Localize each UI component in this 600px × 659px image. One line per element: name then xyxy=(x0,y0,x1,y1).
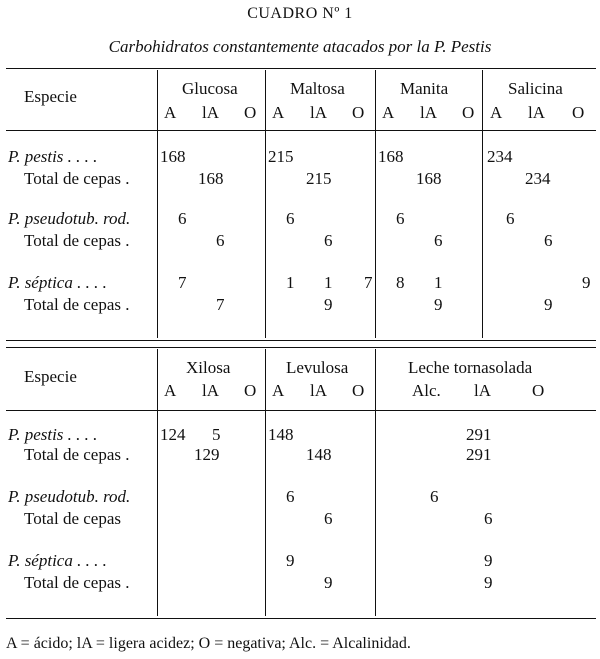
table2-group-levulosa: Levulosa xyxy=(286,358,349,377)
table2-cell: 6 xyxy=(430,487,439,506)
table1-row-label: P. séptica . . . . xyxy=(8,273,107,292)
table1-cell: 168 xyxy=(160,147,186,166)
table1-cell: 9 xyxy=(544,295,553,314)
table-subtitle: Carbohidratos constantemente atacados por la P. Pestis xyxy=(108,37,492,56)
table2-subcol-a: A xyxy=(164,381,177,400)
table2-subcol-la: lA xyxy=(474,381,491,400)
table2-cell: 9 xyxy=(484,551,493,570)
table1-row-label: Total de cepas . xyxy=(24,231,130,250)
table1-bottom-rule xyxy=(6,340,596,341)
table1-cell: 1 xyxy=(324,273,333,292)
table2-cell: 6 xyxy=(324,509,333,528)
table1-divider-3 xyxy=(375,70,376,338)
table1-cell: 7 xyxy=(178,273,187,292)
table1-cell: 9 xyxy=(324,295,333,314)
table1-cell: 234 xyxy=(487,147,513,166)
table2-cell: 5 xyxy=(212,425,221,444)
table1-species-header: Especie xyxy=(24,87,77,106)
table1-group-salicina: Salicina xyxy=(508,79,563,98)
table1-divider-4 xyxy=(482,70,483,338)
table1-cell: 6 xyxy=(216,231,225,250)
table2-subcol-la: lA xyxy=(310,381,327,400)
table1-subcol-la: lA xyxy=(420,103,437,122)
table1-cell: 6 xyxy=(506,209,515,228)
table2-cell: 291 xyxy=(466,445,492,464)
table2-group-xilosa: Xilosa xyxy=(186,358,231,377)
table2-row-label: Total de cepas xyxy=(24,509,121,528)
table2-subcol-o: O xyxy=(352,381,365,400)
table1-row-label: P. pestis . . . . xyxy=(8,147,98,166)
table1-subcol-a: A xyxy=(382,103,395,122)
table1-subcol-a: A xyxy=(490,103,503,122)
table2-cell: 9 xyxy=(286,551,295,570)
table2-group-leche: Leche tornasolada xyxy=(408,358,533,377)
table1-header-rule xyxy=(6,130,596,131)
table-title: CUADRO Nº 1 xyxy=(247,5,353,22)
table2-row-label: P. séptica . . . . xyxy=(8,551,107,570)
table1-subcol-a: A xyxy=(272,103,285,122)
table2-cell: 291 xyxy=(466,425,492,444)
table1-top-rule xyxy=(6,68,596,69)
table1-group-manita: Manita xyxy=(400,79,449,98)
table1-cell: 9 xyxy=(582,273,591,292)
table1-cell: 168 xyxy=(416,169,442,188)
table2-cell: 6 xyxy=(286,487,295,506)
table1-cell: 6 xyxy=(178,209,187,228)
table1-row-label: Total de cepas . xyxy=(24,295,130,314)
table2-cell: 6 xyxy=(484,509,493,528)
table1-cell: 7 xyxy=(216,295,225,314)
table1-cell: 7 xyxy=(364,273,373,292)
table1-subcol-o: O xyxy=(462,103,475,122)
table1-subcol-a: A xyxy=(164,103,177,122)
table2-divider-3 xyxy=(375,349,376,616)
table1-cell: 1 xyxy=(434,273,443,292)
table2-subcol-o: O xyxy=(532,381,545,400)
table2-cell: 9 xyxy=(324,573,333,592)
table2-species-header: Especie xyxy=(24,367,77,386)
table1-row-label: Total de cepas . xyxy=(24,169,130,188)
table-legend: A = ácido; lA = ligera acidez; O = negativa; Alc. = Alcalinidad. xyxy=(6,635,411,652)
table2-cell: 124 xyxy=(160,425,186,444)
table1-cell: 6 xyxy=(286,209,295,228)
table1-cell: 215 xyxy=(306,169,332,188)
table2-cell: 129 xyxy=(194,445,220,464)
table1-cell: 1 xyxy=(286,273,295,292)
table2-row-label: P. pseudotub. rod. xyxy=(8,487,131,506)
table2-header-rule xyxy=(6,410,596,411)
table2-subcol-alc: Alc. xyxy=(412,381,441,400)
table1-cell: 6 xyxy=(544,231,553,250)
table1-subcol-o: O xyxy=(244,103,257,122)
table1-divider-1 xyxy=(157,70,158,338)
table2-cell: 148 xyxy=(306,445,332,464)
table1-subcol-la: lA xyxy=(528,103,545,122)
table1-row-label: P. pseudotub. rod. xyxy=(8,209,131,228)
table2-divider-1 xyxy=(157,349,158,616)
table1-cell: 215 xyxy=(268,147,294,166)
table1-cell: 8 xyxy=(396,273,405,292)
table2-cell: 148 xyxy=(268,425,294,444)
table1-cell: 6 xyxy=(324,231,333,250)
table2-subcol-la: lA xyxy=(202,381,219,400)
table1-subcol-la: lA xyxy=(202,103,219,122)
table2-divider-2 xyxy=(265,349,266,616)
table1-subcol-la: lA xyxy=(310,103,327,122)
table1-group-maltosa: Maltosa xyxy=(290,79,345,98)
table2-row-label: Total de cepas . xyxy=(24,445,130,464)
table2-cell: 9 xyxy=(484,573,493,592)
table1-cell: 234 xyxy=(525,169,551,188)
table1-cell: 168 xyxy=(198,169,224,188)
table2-row-label: P. pestis . . . . xyxy=(8,425,98,444)
table2-subcol-o: O xyxy=(244,381,257,400)
table1-subcol-o: O xyxy=(352,103,365,122)
table1-subcol-o: O xyxy=(572,103,585,122)
table2-row-label: Total de cepas . xyxy=(24,573,130,592)
table1-cell: 6 xyxy=(396,209,405,228)
table2-subcol-a: A xyxy=(272,381,285,400)
table1-cell: 168 xyxy=(378,147,404,166)
table2-bottom-rule xyxy=(6,618,596,619)
table2-top-rule xyxy=(6,347,596,348)
table1-cell: 6 xyxy=(434,231,443,250)
table1-divider-2 xyxy=(265,70,266,338)
table1-cell: 9 xyxy=(434,295,443,314)
table1-group-glucosa: Glucosa xyxy=(182,79,238,98)
